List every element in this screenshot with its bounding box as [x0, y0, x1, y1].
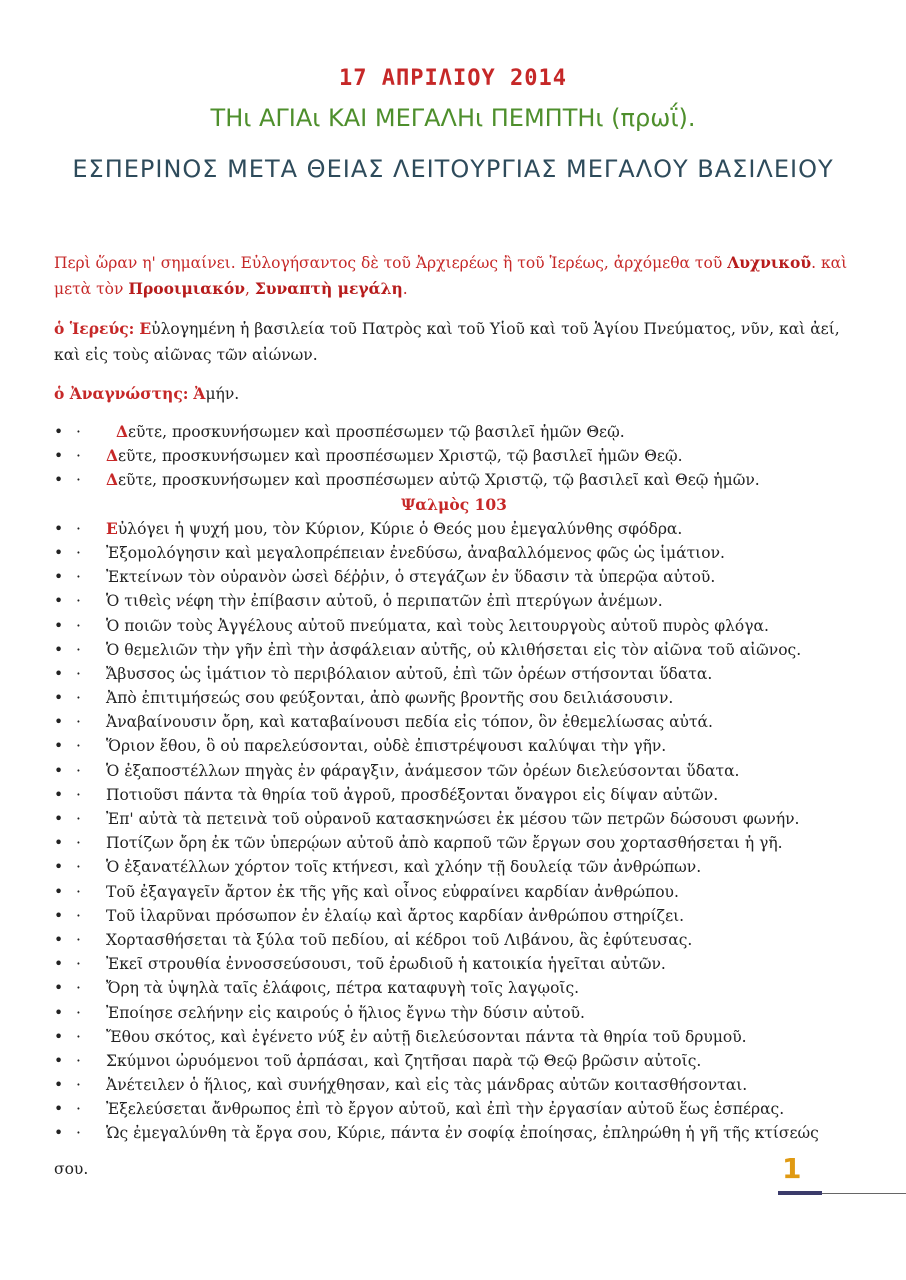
verse-text: Ποτιοῦσι πάντα τὰ θηρία τοῦ ἀγροῦ, προσδέξονται ὄναγροι εἰς δίψαν αὐτῶν.: [106, 785, 719, 804]
bullet-icon: •: [54, 1027, 64, 1046]
verse-line: [54, 541, 854, 565]
priest-exclamation: [54, 316, 854, 368]
verse-line: [54, 1073, 854, 1097]
verse-initial: Δ: [106, 470, 119, 490]
verse-dot: ·: [76, 1076, 81, 1095]
verse-dot: ·: [76, 519, 81, 538]
bullet-icon: •: [54, 979, 64, 998]
verse-line: [54, 807, 854, 831]
verse-text: Ὅριον ἔθου, ὃ οὐ παρελεύσονται, οὐδὲ ἐπιστρέψουσι καλύψαι τὴν γῆν.: [106, 737, 667, 756]
verse-dot: ·: [76, 689, 81, 708]
verse-text: Ἐκτείνων τὸν οὐρανὸν ὡσεὶ δέῤῥιν, ὁ στεγάζων ἐν ὕδασιν τὰ ὑπερῷα αὐτοῦ.: [106, 568, 716, 587]
verse-text: εῦτε, προσκυνήσωμεν καὶ προσπέσωμεν αὐτῷ Χριστῷ, τῷ βασιλεῖ καὶ Θεῷ ἡμῶν.: [118, 471, 760, 490]
verse-line: [54, 904, 854, 928]
verse-dot: ·: [76, 423, 81, 441]
bullet-icon: •: [54, 592, 64, 611]
bullet-icon: •: [54, 713, 64, 732]
reader-speaker: ὁ Ἀναγνώστης:: [54, 384, 189, 403]
verse-dot: ·: [76, 761, 81, 780]
verse-dot: ·: [76, 592, 81, 611]
verse-line: [54, 1121, 854, 1145]
verse-line: [54, 686, 854, 710]
verse-dot: ·: [76, 979, 81, 998]
verse-text: εῦτε, προσκυνήσωμεν καὶ προσπέσωμεν τῷ βασιλεῖ ἡμῶν Θεῷ.: [128, 423, 625, 441]
bullet-icon: •: [54, 761, 64, 780]
verse-line: [54, 614, 854, 638]
bullet-icon: •: [54, 423, 64, 441]
verse-text: Ἐξελεύσεται ἄνθρωπος ἐπὶ τὸ ἔργον αὐτοῦ, καὶ ἐπὶ τὴν ἐργασίαν αὐτοῦ ἕως ἑσπέρας.: [106, 1100, 785, 1119]
verse-line: [54, 759, 854, 783]
verse-initial: Δ: [106, 446, 119, 466]
reader-text: μήν.: [205, 385, 240, 403]
verse-line: [54, 783, 854, 807]
verse-text: Ὡς ἐμεγαλύνθη τὰ ἔργα σου, Κύριε, πάντα ἐν σοφίᾳ ἐποίησας, ἐπληρώθη ἡ γῆ τῆς κτίσεώς: [106, 1124, 819, 1143]
verse-line: [54, 444, 854, 468]
verse-line: [54, 831, 854, 855]
bullet-icon: •: [54, 882, 64, 901]
bullet-icon: •: [54, 689, 64, 708]
verse-dot: ·: [76, 906, 81, 925]
verse-line: [54, 1001, 854, 1025]
priest-text: ὐλογημένη ἡ βασιλεία τοῦ Πατρὸς καὶ τοῦ Υἱοῦ καὶ τοῦ Ἁγίου Πνεύματος, νῦν, καὶ ἀεί, καὶ εἰς τοὺς αἰῶνας τῶν αἰώνων.: [54, 320, 840, 364]
verse-dot: ·: [76, 858, 81, 877]
verse-text: Ἐπ' αὐτὰ τὰ πετεινὰ τοῦ οὐρανοῦ κατασκηνώσει ἐκ μέσου τῶν πετρῶν δώσουσι φωνήν.: [106, 810, 800, 828]
verse-dot: ·: [76, 737, 81, 756]
verse-line: [54, 928, 854, 952]
verse-wrap-continuation: σου.: [54, 1160, 89, 1178]
reader-response: [54, 381, 854, 407]
verse-dot: ·: [76, 664, 81, 683]
rubric-end: .: [402, 280, 408, 298]
feast-title: ΤΗι ΑΓΙΑι ΚΑΙ ΜΕΓΑΛΗι ΠΕΜΠΤΗι (πρωΐ).: [210, 104, 696, 132]
bullet-icon: •: [54, 640, 64, 659]
verse-line: [54, 880, 854, 904]
verse-text: ὐλόγει ἡ ψυχή μου, τὸν Κύριον, Κύριε ὁ Θεός μου ἐμεγαλύνθης σφόδρα.: [117, 519, 683, 538]
verse-line: [54, 662, 854, 686]
verse-line: [54, 517, 854, 541]
verse-line: [54, 565, 854, 589]
rubric-paragraph: [54, 250, 854, 302]
bullet-icon: •: [54, 616, 64, 635]
verse-dot: ·: [76, 834, 81, 853]
verse-dot: ·: [76, 1003, 81, 1022]
verse-text: Ἄβυσσος ὡς ἱμάτιον τὸ περιβόλαιον αὐτοῦ, ἐπὶ τῶν ὀρέων στήσονται ὕδατα.: [106, 664, 713, 683]
verse-text: Ὁ θεμελιῶν τὴν γῆν ἐπὶ τὴν ἀσφάλειαν αὐτῆς, οὐ κλιθήσεται εἰς τὸν αἰῶνα τοῦ αἰῶνος.: [106, 640, 802, 659]
bullet-icon: •: [54, 1003, 64, 1022]
verse-dot: ·: [76, 1100, 81, 1119]
verse-line: [54, 638, 854, 662]
verse-dot: ·: [76, 785, 81, 804]
bullet-icon: •: [54, 737, 64, 756]
rubric-synapti: Συναπτὴ μεγάλη: [254, 279, 403, 298]
bullet-icon: •: [54, 1051, 64, 1070]
bullet-icon: •: [54, 834, 64, 853]
verse-text: Ὁ ποιῶν τοὺς Ἀγγέλους αὐτοῦ πνεύματα, καὶ τοὺς λειτουργοὺς αὐτοῦ πυρὸς φλόγα.: [106, 616, 769, 635]
verse-line: [54, 952, 854, 976]
verse-dot: ·: [76, 471, 81, 490]
page-number-bar: [778, 1191, 822, 1195]
verse-line: [54, 734, 854, 758]
verse-dot: ·: [76, 955, 81, 974]
verse-dot: ·: [76, 810, 81, 828]
verse-text: Σκύμνοι ὠρυόμενοι τοῦ ἁρπάσαι, καὶ ζητῆσαι παρὰ τῷ Θεῷ βρῶσιν αὐτοῖς.: [106, 1051, 702, 1070]
bullet-icon: •: [54, 471, 64, 490]
verse-list: [54, 420, 854, 1146]
verse-dot: ·: [76, 640, 81, 659]
rubric-text: Περὶ ὥραν η' σημαίνει. Εὐλογήσαντος δὲ τοῦ Ἀρχιερέως ἢ τοῦ Ἱερέως, ἀρχόμεθα τοῦ: [54, 254, 728, 272]
verse-text: Τοῦ ἱλαρῦναι πρόσωπον ἐν ἐλαίῳ καὶ ἄρτος καρδίαν ἀνθρώπου στηρίζει.: [106, 906, 685, 925]
rubric-prooimiakon: Προοιμιακόν: [128, 279, 245, 298]
verse-line: [54, 976, 854, 1000]
verse-text: Ὄρη τὰ ὑψηλὰ ταῖς ἐλάφοις, πέτρα καταφυγὴ τοῖς λαγῳοῖς.: [106, 979, 580, 998]
bullet-icon: •: [54, 810, 64, 828]
verse-dot: ·: [76, 1051, 81, 1070]
verse-dot: ·: [76, 713, 81, 732]
verse-dot: ·: [76, 543, 81, 562]
bullet-icon: •: [54, 1124, 64, 1143]
verse-text: Ἀπὸ ἐπιτιμήσεώς σου φεύξονται, ἀπὸ φωνῆς βροντῆς σου δειλιάσουσιν.: [106, 689, 674, 708]
bullet-icon: •: [54, 447, 64, 466]
bullet-icon: •: [54, 955, 64, 974]
verse-dot: ·: [76, 930, 81, 949]
verse-text: Ὁ ἐξανατέλλων χόρτον τοῖς κτήνεσι, καὶ χλόην τῇ δουλείᾳ τῶν ἀνθρώπων.: [106, 858, 702, 877]
verse-line: [54, 1049, 854, 1073]
verse-line: [54, 468, 854, 492]
verse-text: Τοῦ ἐξαγαγεῖν ἄρτον ἐκ τῆς γῆς καὶ οἶνος εὐφραίνει καρδίαν ἀνθρώπου.: [106, 882, 679, 901]
verse-dot: ·: [76, 1027, 81, 1046]
verse-text: Ἀνέτειλεν ὁ ἥλιος, καὶ συνήχθησαν, καὶ εἰς τὰς μάνδρας αὐτῶν κοιτασθήσονται.: [106, 1076, 748, 1095]
bullet-icon: •: [54, 543, 64, 562]
bullet-icon: •: [54, 906, 64, 925]
rubric-separator: ,: [244, 280, 255, 298]
verse-line: [54, 1025, 854, 1049]
reader-initial: Ἀ: [193, 384, 206, 403]
verse-text: Ποτίζων ὄρη ἐκ τῶν ὑπερῴων αὐτοῦ ἀπὸ καρποῦ τῶν ἔργων σου χορτασθήσεται ἡ γῆ.: [106, 834, 783, 853]
service-title: ΕΣΠΕΡΙΝΟΣ ΜΕΤΑ ΘΕΙΑΣ ΛΕΙΤΟΥΡΓΙΑΣ ΜΕΓΑΛΟΥ ΒΑΣΙΛΕΙΟΥ: [72, 155, 834, 183]
verse-text: Χορτασθήσεται τὰ ξύλα τοῦ πεδίου, αἱ κέδροι τοῦ Λιβάνου, ἃς ἐφύτευσας.: [106, 930, 693, 949]
psalm-heading: Ψαλμὸς 103: [401, 494, 507, 514]
verse-line: [54, 1097, 854, 1121]
bullet-icon: •: [54, 519, 64, 538]
page-number: 1: [782, 1152, 802, 1185]
bullet-icon: •: [54, 785, 64, 804]
date-heading: 17 ΑΠΡΙΛΙΟΥ 2014: [339, 66, 567, 91]
verse-text: Ἐξομολόγησιν καὶ μεγαλοπρέπειαν ἐνεδύσω, ἀναβαλλόμενος φῶς ὡς ἱμάτιον.: [106, 543, 725, 562]
bullet-icon: •: [54, 568, 64, 587]
footer-rule: [822, 1193, 906, 1194]
verse-text: Ἔθου σκότος, καὶ ἐγένετο νύξ ἐν αὐτῇ διελεύσονται πάντα τὰ θηρία τοῦ δρυμοῦ.: [106, 1027, 747, 1046]
verse-line: [54, 710, 854, 734]
verse-dot: ·: [76, 616, 81, 635]
verse-text: Ἐποίησε σελήνην εἰς καιρούς ὁ ἥλιος ἔγνω τὴν δύσιν αὐτοῦ.: [106, 1003, 585, 1022]
verse-text: Ἐκεῖ στρουθία ἐννοσσεύσουσι, τοῦ ἐρωδιοῦ ἡ κατοικία ἡγεῖται αὐτῶν.: [106, 955, 666, 974]
bullet-icon: •: [54, 930, 64, 949]
verse-text: Ἀναβαίνουσιν ὄρη, καὶ καταβαίνουσι πεδία εἰς τόπον, ὃν ἐθεμελίωσας αὐτά.: [106, 713, 713, 732]
verse-text: εῦτε, προσκυνήσωμεν καὶ προσπέσωμεν Χριστῷ, τῷ βασιλεῖ ἡμῶν Θεῷ.: [118, 447, 683, 466]
rubric-lychnikou: Λυχνικοῦ: [727, 253, 812, 272]
bullet-icon: •: [54, 664, 64, 683]
verse-line: [54, 420, 854, 444]
bullet-icon: •: [54, 858, 64, 877]
priest-initial: Ε: [139, 319, 152, 338]
verse-text: Ὁ τιθεὶς νέφη τὴν ἐπίβασιν αὐτοῦ, ὁ περιπατῶν ἐπὶ πτερύγων ἀνέμων.: [106, 592, 663, 611]
verse-initial: Ε: [106, 518, 118, 538]
rubric-text-2: . καὶ μετὰ τὸν: [54, 254, 848, 298]
verse-dot: ·: [76, 882, 81, 901]
verse-dot: ·: [76, 447, 81, 466]
verse-text: Ὁ ἐξαποστέλλων πηγὰς ἐν φάραγξιν, ἀνάμεσον τῶν ὀρέων διελεύσονται ὕδατα.: [106, 761, 740, 780]
bullet-icon: •: [54, 1076, 64, 1095]
bullet-icon: •: [54, 1100, 64, 1119]
verse-line: [54, 589, 854, 613]
verse-line: [54, 855, 854, 879]
verse-initial: Δ: [116, 422, 129, 441]
verse-dot: ·: [76, 1124, 81, 1143]
verse-dot: ·: [76, 568, 81, 587]
priest-speaker: ὁ Ἱερεύς:: [54, 319, 135, 338]
